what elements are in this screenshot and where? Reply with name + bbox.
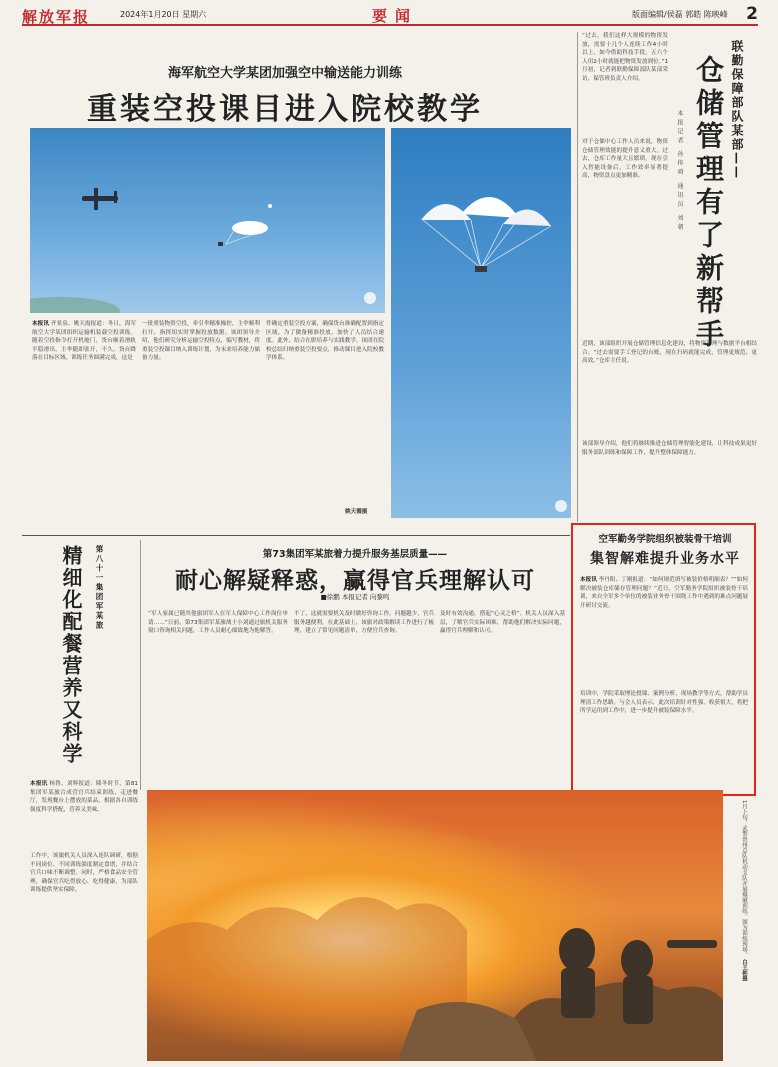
story5-text xyxy=(580,576,748,686)
airdrop-photo-plane xyxy=(30,128,385,313)
airdrop-photo-parachutes xyxy=(391,128,571,518)
story3-body: 工作中，该旅机关人员深入连队调研，根据不同岗位、不同训练强度制定食谱，并结合官兵口味不断调整。同时，严格食品安全管理，确保官兵吃得放心、吃得健康，为部队训练提供坚实保障。 xyxy=(30,853,138,894)
newspaper-logo: 解放军报 xyxy=(22,8,91,26)
story1-lead-label: 本报讯 xyxy=(32,321,50,327)
story3-title: 精细化配餐营养又科学 xyxy=(59,545,83,765)
story1-text-col3: 件确定重装空投方案，确保货台准确配置到指定区域。为了做备精准投放，加快了人员结合速度。此外，结合在职培养与实践教学，该团在院校总结归纳重装空投要点，推动课目进入院校教学体系。 xyxy=(266,321,384,362)
column-divider xyxy=(577,32,578,522)
photo3-caption xyxy=(730,800,748,981)
story2-byline: 本报记者 孙传舜 通讯员 刘朝 xyxy=(676,110,683,233)
section-divider xyxy=(22,535,570,536)
masthead xyxy=(22,4,758,26)
story3-lead-label: 本报讯 xyxy=(30,781,48,787)
story2-text-end: 该部领导介绍，他们将继续推进仓储管理智能化建设，让科技成果更好服务部队训练和保障工作，提升整体保障能力。 xyxy=(582,441,757,456)
story3-lead: 杨鲁、刘辉报道：隆冬时节，第81集团军某旅合成营官兵结束训练，走进餐厅，发现餐台上摆放的菜品，根据各自训练强度科学搭配，营养又美味。 xyxy=(30,781,138,813)
story4-title: 耐心解疑释惑，赢得官兵理解认可 xyxy=(175,568,535,594)
story2-text-mid: 对于仓储中心工作人员来说，物资仓储管理效能的提升意义重大。过去，仓库工作量大且繁琐，现在引入智能设备后，工作效率显著提高，物资盘点更加精准。 xyxy=(582,139,668,180)
airplane-parachute-illustration xyxy=(30,128,385,313)
story2-title: 仓储管理有了新帮手 xyxy=(692,55,725,352)
story3-kicker: 第八十一集团军某旅 xyxy=(95,545,104,631)
story4-text-col2: 不了，这就需要机关及时做好咨询工作。问题越少，官兵服务越便利。在此基础上，该旅对政策解读工作进行了梳理，建立了常见问题清单，方便官兵查询。 xyxy=(294,611,434,635)
story4-byline: ■徐鹏 本报记者 向黎鸣 xyxy=(320,593,390,601)
story1-text-col1 xyxy=(32,320,136,530)
story2-text-top: “过去，我们这样大规模的物资发放，需要十几个人连续工作4小时以上，如今借助科技手段，五六个人用2小时就能把物资发放到位。”1月初，记者到联勤保障部队某部采访，保管班负责人介绍。 xyxy=(582,33,668,82)
story2-kicker: 联勤保障部队某部—— xyxy=(730,40,744,180)
page-editors: 版面编辑/侯磊 郭皓 陈映峰 xyxy=(632,10,728,19)
column-divider xyxy=(140,540,141,790)
story2-text-bottom: 近期，该部组织开展仓储管理信息化建设，将物资管理与数据平台相结合。“过去需要手工登记的台账，现在扫码就能完成，管理更规范、更高效。”仓库主任说。 xyxy=(582,341,757,365)
section-title: 要闻 xyxy=(372,7,419,25)
story4-text-col3: 及时有效沟通，搭起“心灵之桥”。机关人员深入基层，了解官兵实际困难，帮助他们解决实际问题，赢得官兵理解和认可。 xyxy=(440,611,565,635)
photo3-caption-text: 1月上旬，武警贵州总队机动支队开展爆破训练。图为训练现场。 xyxy=(741,800,747,958)
story5-title: 集智解难提升业务水平 xyxy=(590,551,740,567)
story1-lead: 齐景泉、姚天霞报道：冬日，海军航空大学某团组织运输机装载空投训练。随着空投指令打开机舱门，货台顺着滑轨平稳滑出，主伞随即张开，不久，货台降落在目标区域。训练任务圆满完成，这是 xyxy=(32,321,136,362)
story1-photo-credit: 姚天霞摄 xyxy=(345,509,368,515)
story3-text xyxy=(30,780,138,850)
story5-lead: 李丹阳、丁刚报道：“如何规范填写被装价格明细表？”“如何解决被装仓库储存管理问题？”近日，空军勤务学院组织被装骨干培训，来自全军多个单位的被装业务骨干围绕工作中遇到的难点问题展开研讨交流。 xyxy=(580,577,748,609)
soldiers-explosion-illustration xyxy=(147,790,723,1061)
story1-text-col2: 一批重装物资空投，牵引伞精准操控，主伞顺利打开，指挥组实时掌握投放数据。该团领导介绍，他们研究分析运输空投特点，编写教材，将重装空投课目纳入训练计划，为未来培养能力储备力量。 xyxy=(142,321,260,362)
story5-body: 培训中，学院采取理论授课、案例分析、现场教学等方式，帮助学员理清工作思路。与会人员表示，此次培训针对性强，收获很大，将把所学运用到工作中，进一步提升被装保障水平。 xyxy=(580,691,748,715)
story4-subtitle: 第73集团军某旅着力提升服务基层质量—— xyxy=(262,549,448,560)
story1-subtitle: 海军航空大学某团加强空中输送能力训练 xyxy=(167,66,402,81)
story4-text-col1: “军人家属已随其他旅团军人在军人保障中心工作岗位申请……”日前，第73集团军某旅战士小刘通过旅机关服务窗口咨询相关问题，工作人员耐心细致地为他解答。 xyxy=(148,611,288,635)
explosion-training-photo xyxy=(147,790,723,1061)
issue-date: 2024年1月20日 星期六 xyxy=(120,10,207,19)
parachutes-illustration xyxy=(391,128,571,518)
story5-subtitle: 空军勤务学院组织被装骨干培训 xyxy=(598,534,732,545)
photo3-credit: 白王彬摄 xyxy=(741,959,747,982)
page-number: 2 xyxy=(746,4,758,24)
story5-lead-label: 本报讯 xyxy=(580,577,597,583)
story1-title: 重装空投课目进入院校教学 xyxy=(87,92,483,127)
